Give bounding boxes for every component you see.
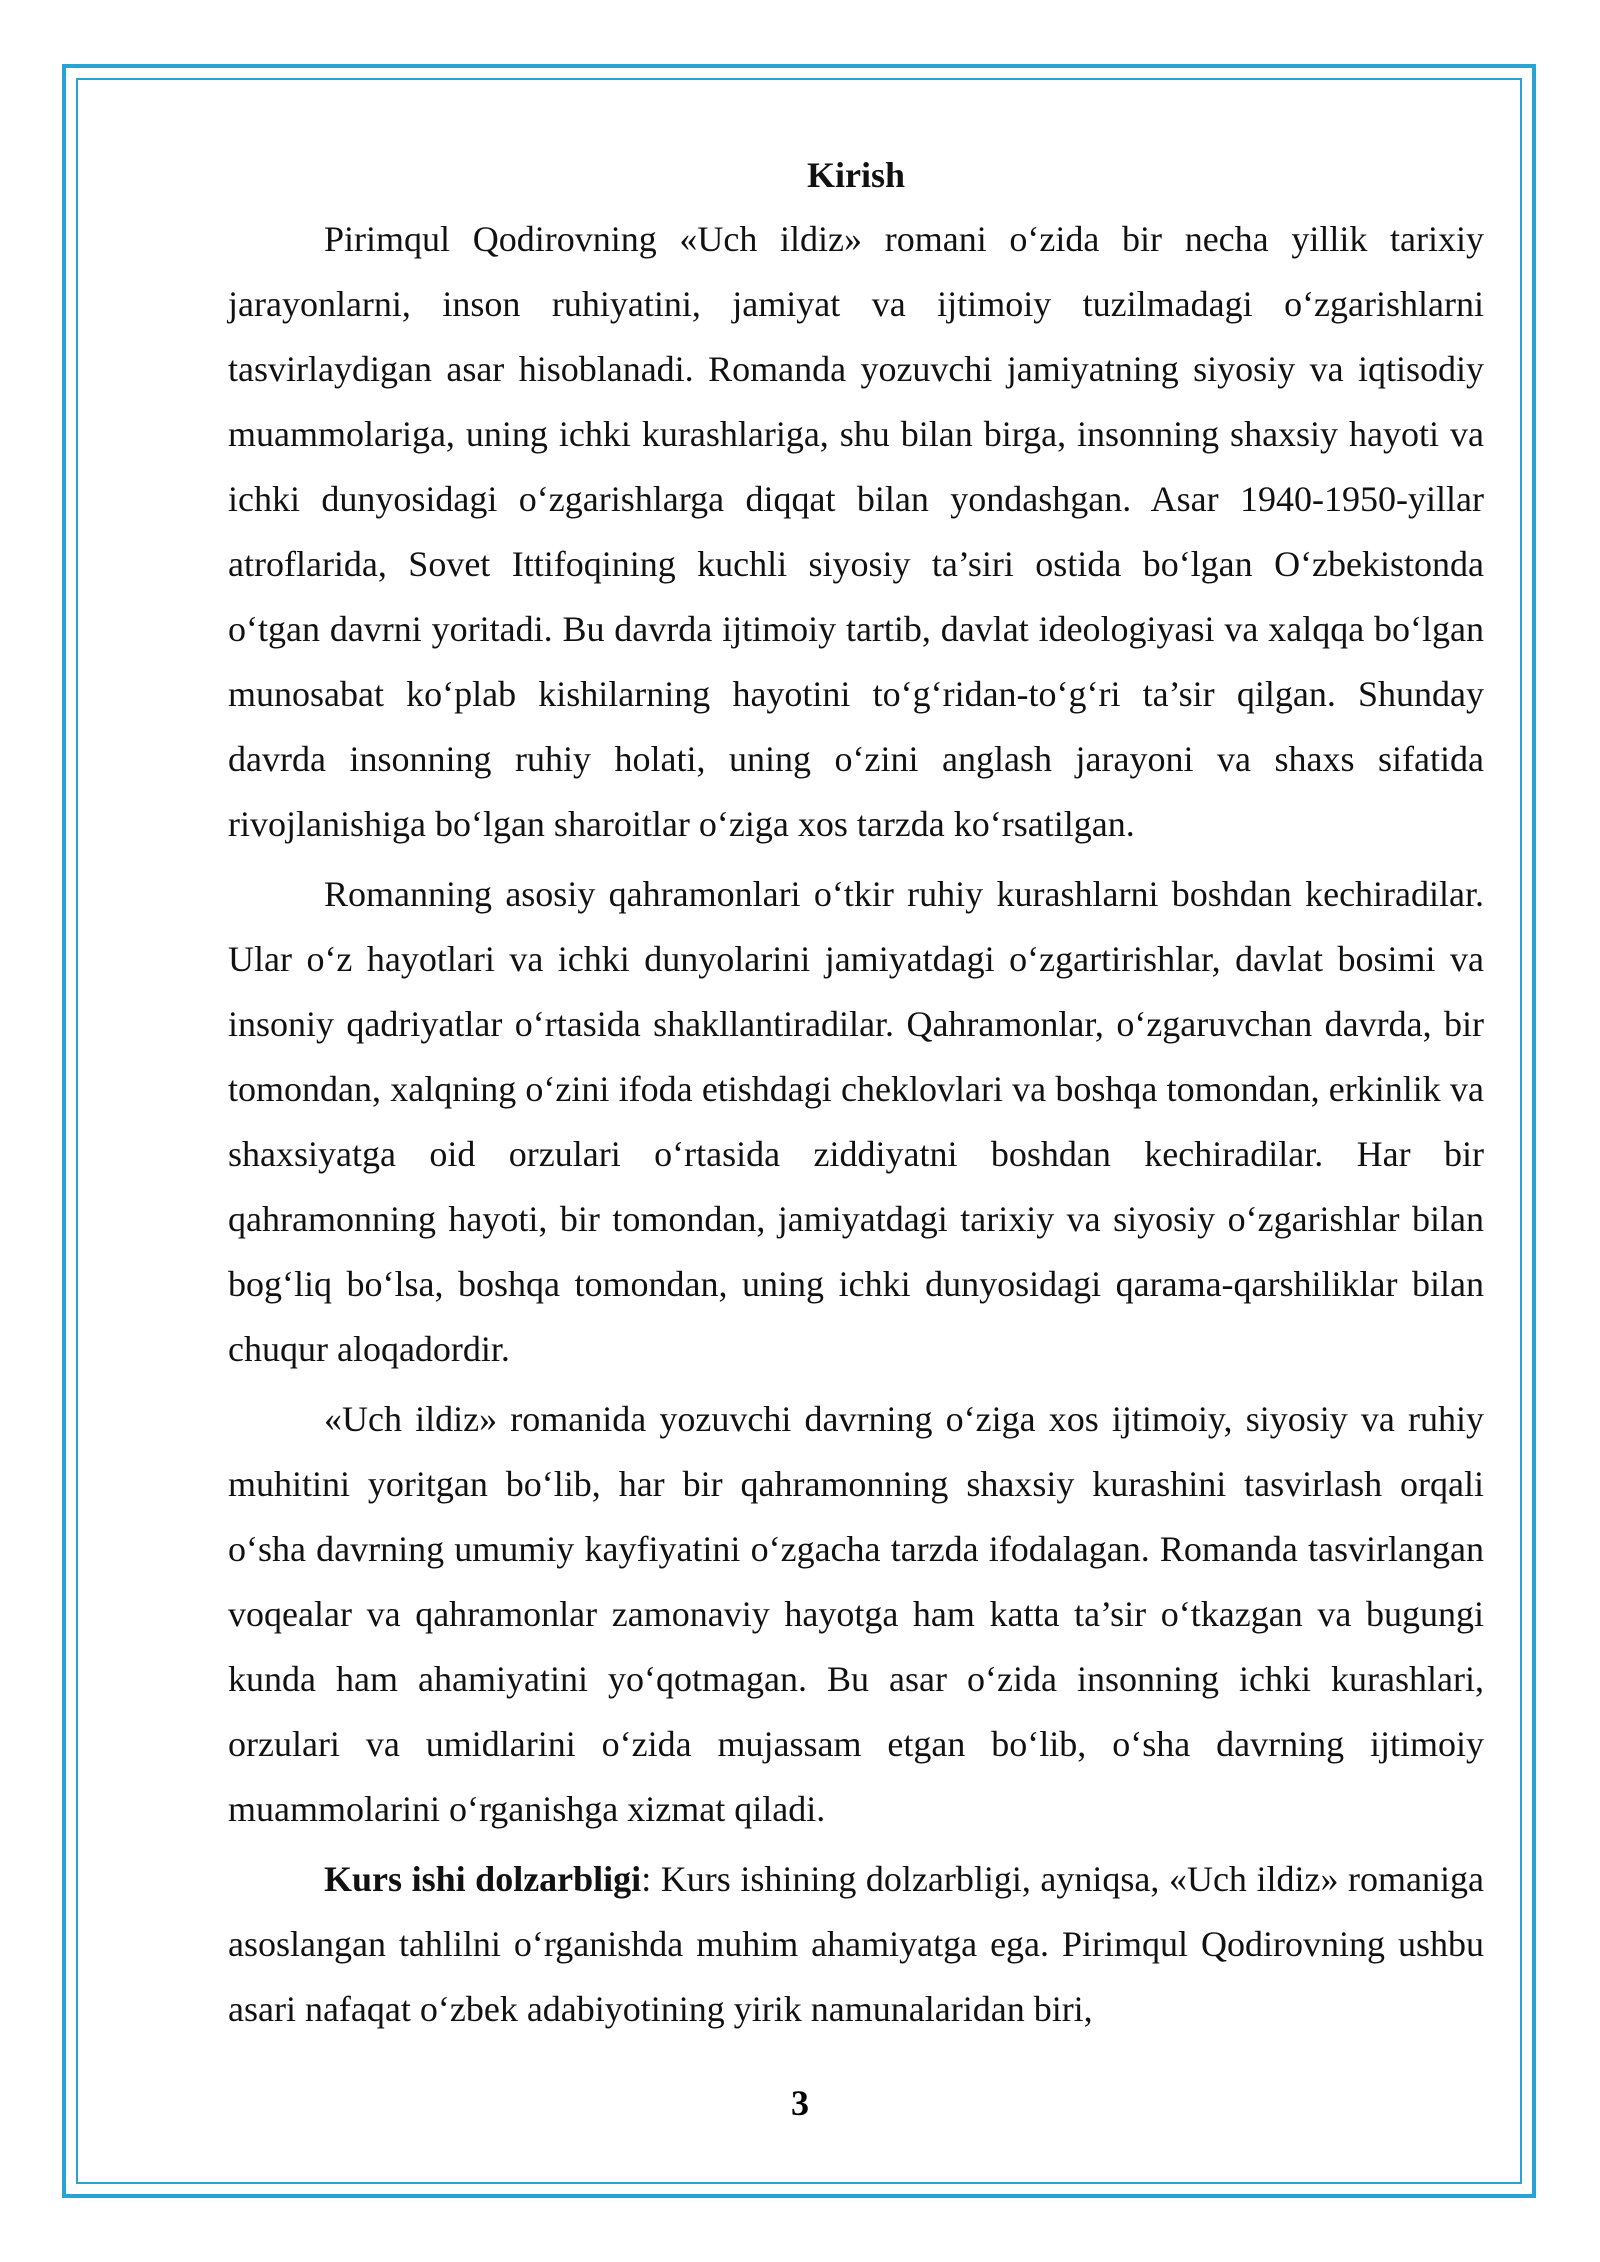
relevance-paragraph: [228, 1847, 1484, 2042]
paragraph-2: Romanning asosiy qahramonlari o‘tkir ruhiy kurashlarni boshdan kechiradilar. Ular o‘z hayotlari va ichki dunyolarini jamiyatdagi o‘zgartirishlar, davlat bosimi va insoniy qadriyatlar o‘rtasida shakllantiradilar. Qahramonlar, o‘zgaruvchan davrda, bir tomondan, xalqning o‘zini ifoda etishdagi cheklovlari va boshqa tomondan, erkinlik va shaxsiyatga oid orzulari o‘rtasida ziddiyatni boshdan kechiradilar. Har bir qahramonning hayoti, bir tomondan, jamiyatdagi tarixiy va siyosiy o‘zgarishlar bilan bog‘liq bo‘lsa, boshqa tomondan, uning ichki dunyosidagi qarama-qarshiliklar bilan chuqur aloqadordir.: [228, 874, 1484, 1369]
relevance-text: Kurs ishining dolzarbligi, ayniqsa, «Uch ildiz» romaniga asoslangan tahlilni o‘rganishda muhim ahamiyatga ega. Pirimqul Qodirovning ushbu asari nafaqat o‘zbek adabiyotining yirik namunalaridan biri,: [228, 1859, 1484, 2029]
page-number: 3: [791, 2083, 809, 2123]
section-heading: Kirish: [806, 155, 905, 195]
paragraph-3: «Uch ildiz» romanida yozuvchi davrning o‘ziga xos ijtimoiy, siyosiy va ruhiy muhitini yoritgan bo‘lib, har bir qahramonning shaxsiy kurashini tasvirlash orqali o‘sha davrning umumiy kayfiyatini o‘zgacha tarzda ifodalagan. Romanda tasvirlangan voqealar va qahramonlar zamonaviy hayotga ham katta ta’sir o‘tkazgan va bugungi kunda ham ahamiyatini yo‘qotmagan. Bu asar o‘zida insonning ichki kurashlari, orzulari va umidlarini o‘zida mujassam etgan bo‘lib, o‘sha davrning ijtimoiy muammolarini o‘rganishga xizmat qiladi.: [228, 1399, 1484, 1829]
relevance-colon: :: [641, 1859, 652, 1899]
page-content: [228, 148, 1484, 2042]
paragraph-1: Pirimqul Qodirovning «Uch ildiz» romani o‘zida bir necha yillik tarixiy jarayonlarni, inson ruhiyatini, jamiyat va ijtimoiy tuzilmadagi o‘zgarishlarni tasvirlaydigan asar hisoblanadi. Romanda yozuvchi jamiyatning siyosiy va iqtisodiy muammolariga, uning ichki kurashlariga, shu bilan birga, insonning shaxsiy hayoti va ichki dunyosidagi o‘zgarishlarga diqqat bilan yondashgan. Asar 1940-1950-yillar atroflarida, Sovet Ittifoqining kuchli siyosiy ta’siri ostida bo‘lgan O‘zbekistonda o‘tgan davrni yoritadi. Bu davrda ijtimoiy tartib, davlat ideologiyasi va xalqqa bo‘lgan munosabat ko‘plab kishilarning hayotini to‘g‘ridan-to‘g‘ri ta’sir qilgan. Shunday davrda insonning ruhiy holati, uning o‘zini anglash jarayoni va shaxs sifatida rivojlanishiga bo‘lgan sharoitlar o‘ziga xos tarzda ko‘rsatilgan.: [228, 219, 1484, 844]
relevance-label: Kurs ishi dolzarbligi: [324, 1859, 642, 1899]
